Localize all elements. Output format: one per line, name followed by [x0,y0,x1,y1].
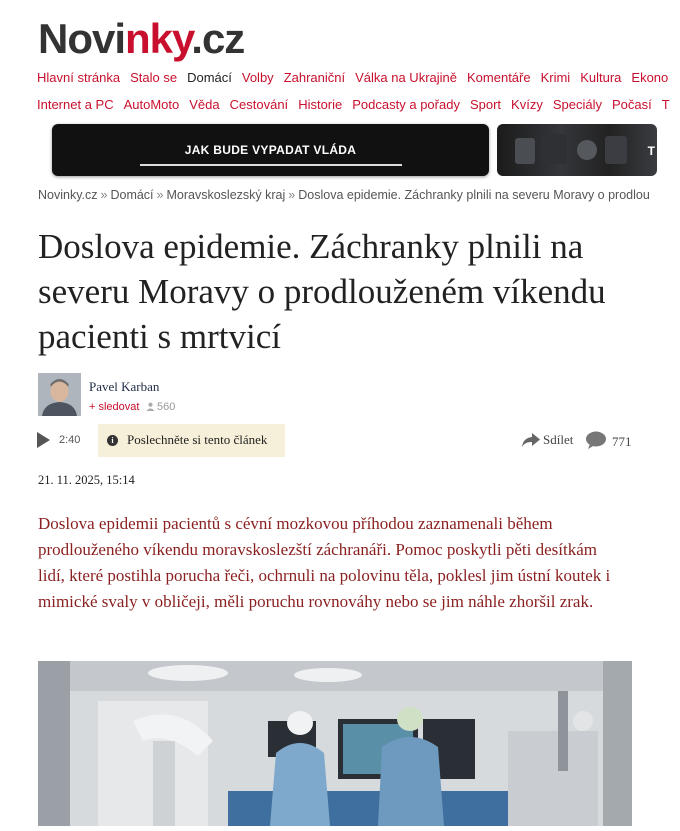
play-icon[interactable] [37,432,50,448]
listen-article-button[interactable] [98,424,285,457]
promo-card-image [497,124,657,176]
author-name[interactable]: Pavel Karban [89,379,160,394]
breadcrumb-separator: » [100,188,108,202]
publish-date: 21. 11. 2025, 15:14 [38,473,135,487]
person-icon [146,402,155,411]
breadcrumb-current: Doslova epidemie. Záchranky plnili na severu Moravy o prodlou [298,188,650,202]
nav-item-podcasty[interactable]: Podcasty a pořady [352,97,460,112]
nav-item-hlavni-stranka[interactable]: Hlavní stránka [37,70,121,85]
logo-part2: nky [125,15,192,62]
nav-item-cestovani[interactable]: Cestování [229,97,289,112]
nav-item-historie[interactable]: Historie [298,97,343,112]
followers-count [146,401,175,413]
nav-item-sport[interactable]: Sport [469,97,502,112]
promo-card-vlada[interactable] [52,124,489,176]
nav-item-kultura[interactable]: Kultura [580,70,622,85]
breadcrumb-domaci[interactable]: Domácí [110,188,154,202]
main-nav-row-1 [37,70,678,85]
nav-item-kvizy[interactable]: Kvízy [511,97,543,112]
article-title: Doslova epidemie. Záchranky plnili na severu Moravy o prodlouženém víkendu pacienti s mrtvicí [38,227,606,356]
main-nav-row-2 [37,97,680,112]
author-avatar[interactable] [38,373,81,416]
breadcrumb-region[interactable]: Moravskoslezský kraj [166,188,286,202]
nav-item-komentare[interactable]: Komentáře [467,70,531,85]
site-logo[interactable] [38,14,244,64]
nav-item-volby[interactable]: Volby [241,70,274,85]
breadcrumb-separator: » [156,188,164,202]
share-button[interactable]: Sdílet [543,432,574,447]
listen-article-label: Poslechněte si tento článek [127,432,268,447]
info-icon: i [107,435,118,446]
nav-item-krimi[interactable]: Krimi [540,70,571,85]
article-perex: Doslova epidemii pacientů s cévní mozkovou příhodou zaznamenali během prodlouženého víkendu moravskoslezští záchranáři. Pomoc poskytli pěti desítkám lidí, které postihla porucha řeči, ochrnuli na polovinu těla, poklesl jim ústní koutek i mimické svaly v obličeji, měli poruchu rovnováhy nebo se jim náhle zhoršil zrak. [38,514,611,611]
nav-item-veda[interactable]: Věda [189,97,220,112]
nav-item-truncated[interactable]: T [661,97,670,112]
nav-item-zahranicni[interactable]: Zahraniční [283,70,346,85]
audio-duration: 2:40 [59,434,81,446]
comment-count[interactable]: 771 [612,434,632,449]
nav-item-valka-na-ukrajine[interactable]: Válka na Ukrajině [355,70,457,85]
logo-part3: .cz [191,15,245,62]
article-photo-image [38,661,632,826]
nav-item-specialy[interactable]: Speciály [552,97,602,112]
promo-card-second[interactable] [497,124,657,176]
article-main-photo[interactable] [38,661,632,826]
breadcrumb [38,188,650,202]
nav-item-domaci[interactable]: Domácí [187,70,232,85]
promo-card-underline [140,164,402,166]
nav-item-pocasi[interactable]: Počasí [611,97,652,112]
nav-item-internet-a-pc[interactable]: Internet a PC [37,97,114,112]
promo-card-title: JAK BUDE VYPADAT VLÁDA [184,143,357,157]
breadcrumb-home[interactable]: Novinky.cz [38,188,98,202]
follow-button[interactable]: + sledovat [89,401,140,413]
comment-icon[interactable] [585,431,607,450]
nav-item-automoto[interactable]: AutoMoto [123,97,180,112]
nav-item-ekonomika[interactable]: Ekono [631,70,669,85]
followers-value: 560 [157,401,176,413]
promo-card-second-title: T [647,144,655,158]
logo-part1: Novi [38,15,126,62]
share-icon[interactable] [521,432,541,448]
nav-item-stalo-se[interactable]: Stalo se [130,70,178,85]
person-icon [38,373,81,416]
breadcrumb-separator: » [288,188,296,202]
